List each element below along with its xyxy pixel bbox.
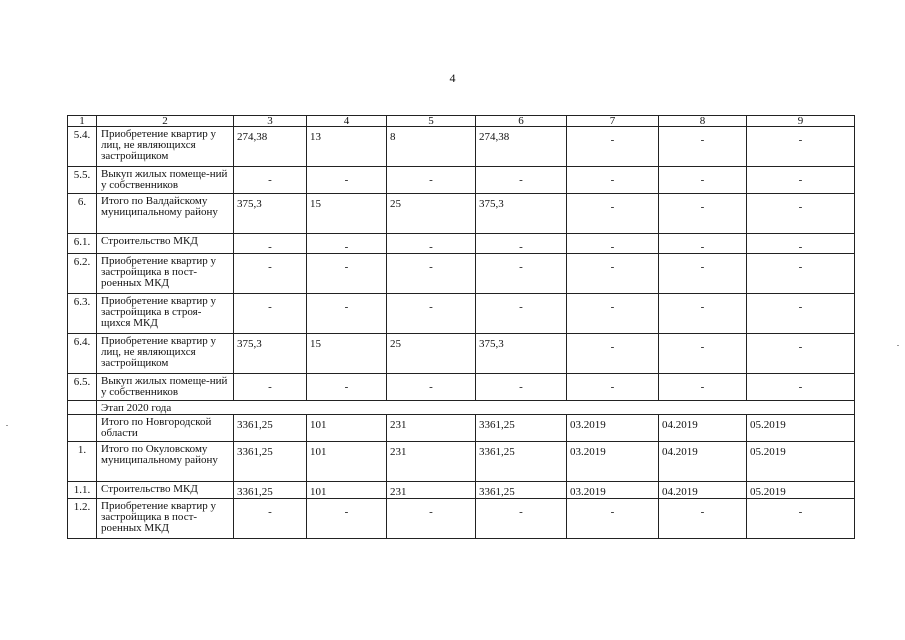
empty-value-cell: - xyxy=(567,234,659,254)
value-cell: 375,3 xyxy=(234,334,307,374)
row-name-cell: Выкуп жилых помеще-ний у собственников xyxy=(97,167,234,194)
value-cell: 3361,25 xyxy=(234,442,307,482)
empty-value-cell: - xyxy=(234,234,307,254)
value-cell: 25 xyxy=(387,334,476,374)
empty-value-cell: - xyxy=(307,234,387,254)
empty-value-cell: - xyxy=(476,499,567,539)
row-number-cell: 5.4. xyxy=(68,127,97,167)
empty-value-cell: - xyxy=(476,234,567,254)
row-name-cell: Итого по Новгородской области xyxy=(97,415,234,442)
value-cell: 05.2019 xyxy=(747,482,855,499)
header-cell: 3 xyxy=(234,116,307,127)
empty-value-cell: - xyxy=(234,294,307,334)
value-cell: 04.2019 xyxy=(659,415,747,442)
row-number-cell: 6.5. xyxy=(68,374,97,401)
value-cell: 13 xyxy=(307,127,387,167)
scan-speck xyxy=(6,425,8,426)
row-number-cell: 6.3. xyxy=(68,294,97,334)
value-cell: 101 xyxy=(307,415,387,442)
row-name-cell: Приобретение квартир у лиц, не являющихся застройщиком xyxy=(97,127,234,167)
empty-value-cell: - xyxy=(307,294,387,334)
table-row xyxy=(68,254,855,294)
table-row xyxy=(68,415,855,442)
empty-value-cell: - xyxy=(747,127,855,167)
row-number-cell: 5.5. xyxy=(68,167,97,194)
value-cell: 3361,25 xyxy=(476,442,567,482)
empty-value-cell: - xyxy=(747,374,855,401)
table-row xyxy=(68,374,855,401)
table-row xyxy=(68,167,855,194)
empty-value-cell: - xyxy=(659,167,747,194)
empty-value-cell: - xyxy=(747,499,855,539)
section-row xyxy=(68,401,855,415)
value-cell: 03.2019 xyxy=(567,442,659,482)
table-row xyxy=(68,442,855,482)
value-cell: 375,3 xyxy=(476,194,567,234)
row-number-cell: 1. xyxy=(68,442,97,482)
scan-speck xyxy=(897,345,899,346)
empty-value-cell: - xyxy=(307,374,387,401)
empty-value-cell: - xyxy=(234,499,307,539)
empty-value-cell: - xyxy=(659,374,747,401)
empty-value-cell: - xyxy=(747,294,855,334)
value-cell: 04.2019 xyxy=(659,442,747,482)
empty-value-cell: - xyxy=(567,294,659,334)
row-name-cell: Приобретение квартир у застройщика в пост-роенных МКД xyxy=(97,499,234,539)
header-cell: 9 xyxy=(747,116,855,127)
empty-value-cell: - xyxy=(476,294,567,334)
row-number-cell: 1.1. xyxy=(68,482,97,499)
value-cell: 8 xyxy=(387,127,476,167)
empty-value-cell: - xyxy=(567,374,659,401)
row-number-cell: 1.2. xyxy=(68,499,97,539)
table-row xyxy=(68,334,855,374)
empty-value-cell: - xyxy=(567,167,659,194)
housing-program-table xyxy=(67,115,855,539)
row-number-cell xyxy=(68,415,97,442)
header-cell: 7 xyxy=(567,116,659,127)
row-name-cell: Приобретение квартир у застройщика в строя-щихся МКД xyxy=(97,294,234,334)
row-number-cell: 6.4. xyxy=(68,334,97,374)
table-body xyxy=(68,116,855,539)
page-number: 4 xyxy=(449,71,456,85)
empty-value-cell: - xyxy=(476,254,567,294)
empty-value-cell: - xyxy=(747,167,855,194)
header-cell: 8 xyxy=(659,116,747,127)
value-cell: 231 xyxy=(387,482,476,499)
empty-value-cell: - xyxy=(567,254,659,294)
empty-value-cell: - xyxy=(567,499,659,539)
table-row xyxy=(68,499,855,539)
table-row xyxy=(68,482,855,499)
header-cell: 1 xyxy=(68,116,97,127)
header-cell: 4 xyxy=(307,116,387,127)
value-cell: 03.2019 xyxy=(567,482,659,499)
value-cell: 05.2019 xyxy=(747,442,855,482)
row-name-cell: Приобретение квартир у лиц, не являющихся застройщиком xyxy=(97,334,234,374)
value-cell: 3361,25 xyxy=(476,482,567,499)
table-row xyxy=(68,194,855,234)
row-name-cell: Выкуп жилых помеще-ний у собственников xyxy=(97,374,234,401)
value-cell: 25 xyxy=(387,194,476,234)
empty-value-cell: - xyxy=(387,294,476,334)
empty-value-cell: - xyxy=(747,254,855,294)
value-cell: 03.2019 xyxy=(567,415,659,442)
section-title: Этап 2020 года xyxy=(97,401,855,415)
value-cell: 231 xyxy=(387,442,476,482)
empty-value-cell: - xyxy=(387,374,476,401)
header-cell: 6 xyxy=(476,116,567,127)
row-number-cell: 6.2. xyxy=(68,254,97,294)
empty-value-cell: - xyxy=(234,374,307,401)
value-cell: 375,3 xyxy=(476,334,567,374)
value-cell: 231 xyxy=(387,415,476,442)
empty-value-cell: - xyxy=(387,499,476,539)
empty-value-cell: - xyxy=(387,234,476,254)
value-cell: 15 xyxy=(307,194,387,234)
empty-value-cell: - xyxy=(659,334,747,374)
empty-value-cell: - xyxy=(387,167,476,194)
empty-value-cell: - xyxy=(567,334,659,374)
row-number-cell xyxy=(68,401,97,415)
empty-value-cell: - xyxy=(567,127,659,167)
row-name-cell: Итого по Валдайскому муниципальному району xyxy=(97,194,234,234)
value-cell: 101 xyxy=(307,482,387,499)
value-cell: 3361,25 xyxy=(234,482,307,499)
empty-value-cell: - xyxy=(234,254,307,294)
value-cell: 274,38 xyxy=(234,127,307,167)
empty-value-cell: - xyxy=(307,254,387,294)
value-cell: 3361,25 xyxy=(234,415,307,442)
table-row xyxy=(68,294,855,334)
header-cell: 5 xyxy=(387,116,476,127)
table-row xyxy=(68,234,855,254)
empty-value-cell: - xyxy=(307,499,387,539)
empty-value-cell: - xyxy=(659,127,747,167)
value-cell: 3361,25 xyxy=(476,415,567,442)
empty-value-cell: - xyxy=(659,294,747,334)
value-cell: 375,3 xyxy=(234,194,307,234)
empty-value-cell: - xyxy=(747,334,855,374)
row-name-cell: Строительство МКД xyxy=(97,482,234,499)
empty-value-cell: - xyxy=(476,374,567,401)
empty-value-cell: - xyxy=(307,167,387,194)
table-row xyxy=(68,127,855,167)
value-cell: 04.2019 xyxy=(659,482,747,499)
header-row xyxy=(68,116,855,127)
empty-value-cell: - xyxy=(659,499,747,539)
row-name-cell: Приобретение квартир у застройщика в пост-роенных МКД xyxy=(97,254,234,294)
empty-value-cell: - xyxy=(659,194,747,234)
empty-value-cell: - xyxy=(476,167,567,194)
row-number-cell: 6.1. xyxy=(68,234,97,254)
empty-value-cell: - xyxy=(659,254,747,294)
empty-value-cell: - xyxy=(747,234,855,254)
header-cell: 2 xyxy=(97,116,234,127)
row-number-cell: 6. xyxy=(68,194,97,234)
row-name-cell: Строительство МКД xyxy=(97,234,234,254)
empty-value-cell: - xyxy=(659,234,747,254)
empty-value-cell: - xyxy=(567,194,659,234)
empty-value-cell: - xyxy=(387,254,476,294)
empty-value-cell: - xyxy=(747,194,855,234)
value-cell: 05.2019 xyxy=(747,415,855,442)
row-name-cell: Итого по Окуловскому муниципальному району xyxy=(97,442,234,482)
empty-value-cell: - xyxy=(234,167,307,194)
value-cell: 274,38 xyxy=(476,127,567,167)
value-cell: 15 xyxy=(307,334,387,374)
value-cell: 101 xyxy=(307,442,387,482)
